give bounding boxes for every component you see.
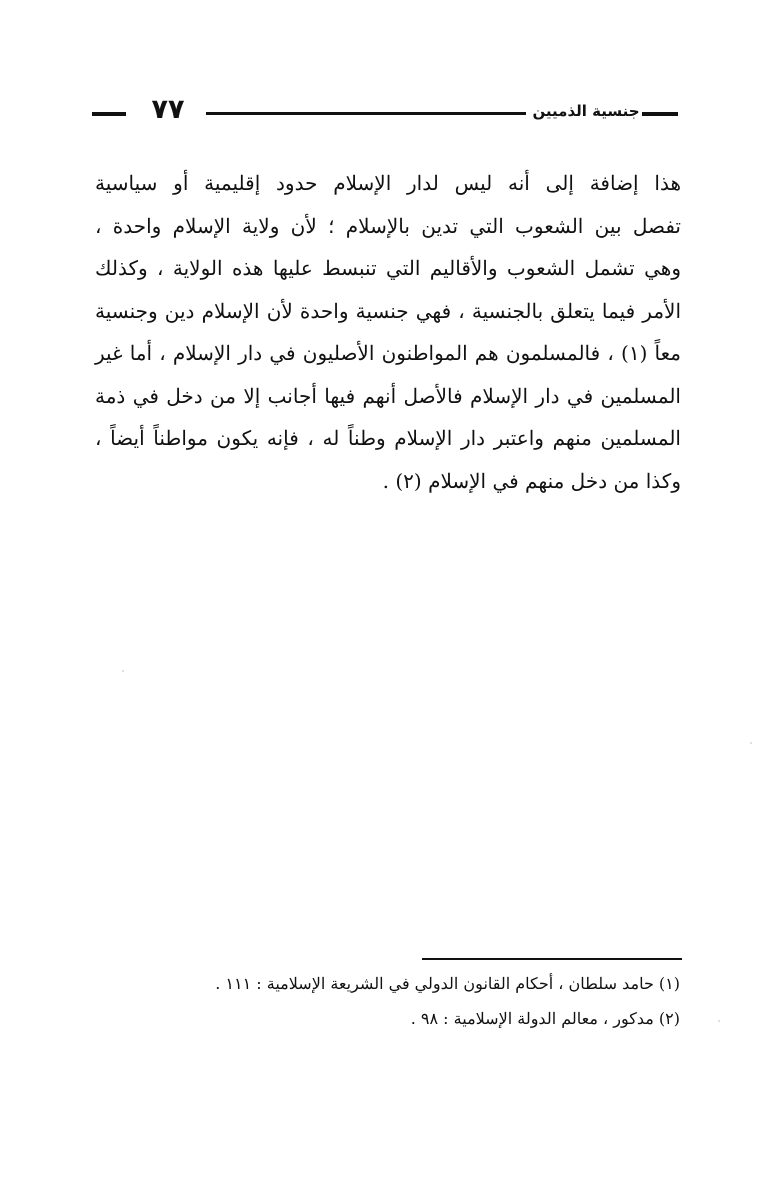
body-line-4: الأمر فيما يتعلق بالجنسية ، فهي جنسية واحدة لأن الإسلام دين وجنسية xyxy=(95,298,681,323)
body-line-3: وهي تشمل الشعوب والأقاليم التي تنبسط عليها هذه الولاية ، وكذلك xyxy=(95,256,681,280)
scan-speck xyxy=(718,1020,720,1022)
body-line-8: وكذا من دخل منهم في الإسلام (٢) . xyxy=(382,468,681,493)
running-header xyxy=(90,92,678,132)
body-line-7: المسلمين منهم واعتبر دار الإسلام وطناً له ، فإنه يكون مواطناً أيضاً ، xyxy=(95,426,681,450)
footnote-separator xyxy=(422,958,682,960)
footnote-1: (١) حامد سلطان ، أحكام القانون الدولي في الشريعة الإسلامية : ١١١ . xyxy=(215,974,680,993)
running-title: جنسية الذميين xyxy=(532,102,640,120)
body-paragraph xyxy=(95,162,681,502)
page-number: ٧٧ xyxy=(151,94,185,125)
body-line-1: هذا إضافة إلى أنه ليس لدار الإسلام حدود إقليمية أو سياسية xyxy=(95,171,681,195)
scan-speck xyxy=(122,670,124,672)
body-line-2: تفصل بين الشعوب التي تدين بالإسلام ؛ لأن ولاية الإسلام واحدة ، xyxy=(95,213,681,238)
header-rule-middle xyxy=(206,112,526,115)
header-rule-left xyxy=(92,112,126,116)
body-line-5: معاً (١) ، فالمسلمون هم المواطنون الأصليون في دار الإسلام ، أما غير xyxy=(95,341,681,365)
header-rule-right xyxy=(642,112,678,116)
footnote-2: (٢) مدكور ، معالم الدولة الإسلامية : ٩٨ . xyxy=(410,1009,680,1028)
scan-speck xyxy=(750,742,752,744)
body-line-6: المسلمين في دار الإسلام فالأصل أنهم فيها أجانب إلا من دخل في ذمة xyxy=(95,383,681,408)
footnotes xyxy=(150,966,680,1036)
